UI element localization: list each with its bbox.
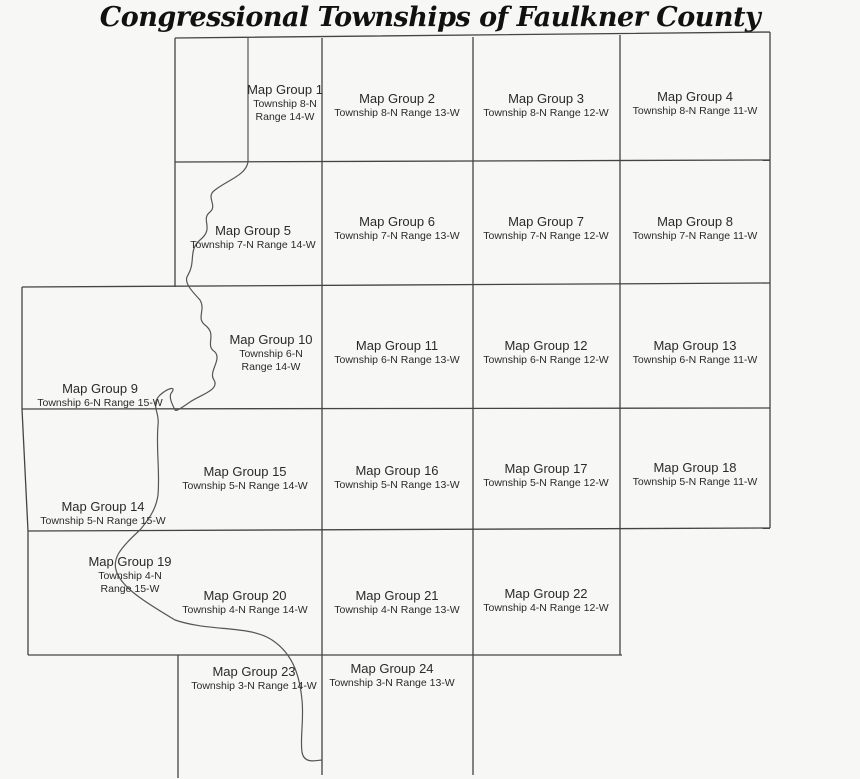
map-group-name: Map Group 15 <box>203 464 287 479</box>
map-group-7[interactable] <box>483 214 609 242</box>
map-title: Congressional Townships of Faulkner County <box>99 2 761 33</box>
map-group-name: Map Group 20 <box>203 588 287 603</box>
township-range-label: Township 7-N Range 13-W <box>334 230 460 242</box>
township-range-label: Township 7-N Range 11-W <box>632 230 758 242</box>
map-group-24[interactable] <box>329 661 455 689</box>
township-range-label: Township 8-N Range 13-W <box>334 107 460 119</box>
map-group-name: Map Group 16 <box>355 463 439 478</box>
map-group-labels <box>37 82 757 692</box>
township-range-label: Township 4-N <box>98 570 162 582</box>
township-range-label: Township 4-N Range 13-W <box>334 604 460 616</box>
map-group-name: Map Group 8 <box>657 214 733 229</box>
map-group-16[interactable] <box>334 463 460 491</box>
map-group-name: Map Group 6 <box>359 214 435 229</box>
map-group-name: Map Group 21 <box>355 588 439 603</box>
map-group-name: Map Group 19 <box>88 554 172 569</box>
map-group-13[interactable] <box>633 338 758 366</box>
township-range-label: Township 5-N Range 15-W <box>40 515 166 527</box>
map-group-name: Map Group 9 <box>62 381 138 396</box>
map-group-5[interactable] <box>190 223 316 251</box>
township-range-label: Township 4-N Range 14-W <box>182 604 308 616</box>
map-group-22[interactable] <box>483 586 609 614</box>
map-group-name: Map Group 14 <box>61 499 145 514</box>
map-group-name: Map Group 17 <box>504 461 588 476</box>
map-group-2[interactable] <box>334 91 460 119</box>
map-group-name: Map Group 7 <box>508 214 584 229</box>
township-range-label: Township 5-N Range 13-W <box>334 479 460 491</box>
township-range-label: Township 6-N Range 11-W <box>632 354 758 366</box>
map-group-name: Map Group 2 <box>359 91 435 106</box>
township-range-label: Township 7-N Range 12-W <box>483 230 609 242</box>
map-group-9[interactable] <box>37 381 163 409</box>
map-group-name: Map Group 4 <box>657 89 733 104</box>
township-range-label: Range 14-W <box>241 361 301 373</box>
township-range-label: Township 6-N Range 15-W <box>37 397 163 409</box>
township-range-label: Township 4-N Range 12-W <box>483 602 609 614</box>
map-group-name: Map Group 10 <box>229 332 313 347</box>
map-group-18[interactable] <box>633 460 758 488</box>
map-group-20[interactable] <box>182 588 308 616</box>
map-group-name: Map Group 5 <box>215 223 291 238</box>
map-group-8[interactable] <box>633 214 758 242</box>
map-group-name: Map Group 3 <box>508 91 584 106</box>
map-group-name: Map Group 23 <box>212 664 296 679</box>
township-range-label: Range 14-W <box>255 111 315 123</box>
township-range-label: Township 3-N Range 13-W <box>329 677 455 689</box>
map-group-name: Map Group 13 <box>653 338 737 353</box>
map-group-name: Map Group 22 <box>504 586 588 601</box>
map-group-name: Map Group 24 <box>350 661 434 676</box>
township-range-label: Township 6-N <box>239 348 303 360</box>
map-group-12[interactable] <box>483 338 609 366</box>
map-group-17[interactable] <box>483 461 609 489</box>
map-group-21[interactable] <box>334 588 460 616</box>
township-range-label: Township 5-N Range 14-W <box>182 480 308 492</box>
township-range-label: Township 5-N Range 12-W <box>483 477 609 489</box>
township-range-label: Township 6-N Range 12-W <box>483 354 609 366</box>
township-range-label: Township 6-N Range 13-W <box>334 354 460 366</box>
map-group-10[interactable] <box>229 332 312 373</box>
map-group-14[interactable] <box>40 499 166 527</box>
map-group-15[interactable] <box>182 464 308 492</box>
township-range-label: Township 5-N Range 11-W <box>632 476 758 488</box>
map-group-name: Map Group 18 <box>653 460 737 475</box>
map-group-name: Map Group 1 <box>247 82 323 97</box>
map-group-19[interactable] <box>88 554 171 595</box>
township-range-label: Township 8-N Range 11-W <box>632 105 758 117</box>
township-range-label: Township 7-N Range 14-W <box>190 239 316 251</box>
map-group-name: Map Group 12 <box>504 338 588 353</box>
township-range-label: Township 8-N <box>253 98 317 110</box>
township-range-label: Range 15-W <box>100 583 160 595</box>
grid-line-6n <box>22 283 770 287</box>
map-group-3[interactable] <box>483 91 609 119</box>
township-range-label: Township 3-N Range 14-W <box>191 680 317 692</box>
map-group-4[interactable] <box>633 89 758 117</box>
map-group-11[interactable] <box>334 338 460 366</box>
grid-west-edge <box>22 287 28 655</box>
map-group-6[interactable] <box>334 214 460 242</box>
map-group-name: Map Group 11 <box>355 338 439 353</box>
township-range-label: Township 8-N Range 12-W <box>483 107 609 119</box>
map-group-1[interactable] <box>247 82 323 123</box>
